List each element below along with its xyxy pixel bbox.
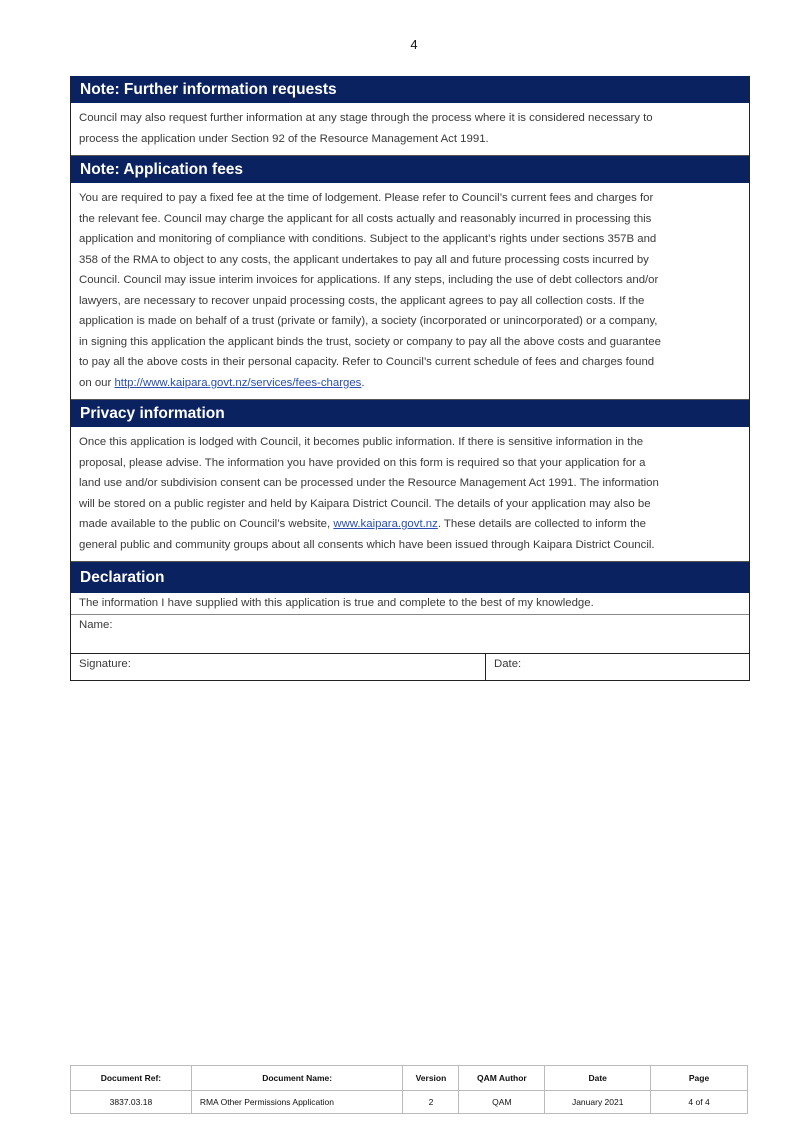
text-line: lawyers, are necessary to recover unpaid processing costs, the applicant agrees to pay all collection costs. If the [79,294,645,307]
date-label: Date: [494,658,522,670]
fees-text [71,183,749,400]
fees-link[interactable]: http://www.kaipara.govt.nz/services/fees-charges [114,376,362,389]
footer-header: Version [403,1066,459,1091]
footer-header: Document Ref: [71,1066,192,1091]
text-line: the relevant fee. Council may charge the applicant for all costs actually and reasonably incurred in processing this [79,212,652,225]
text-line: land use and/or subdivision consent can be processed under the Resource Management Act 1991. The information [79,477,659,489]
footer-header: QAM Author [459,1066,545,1091]
page-number: 4 [410,37,418,52]
name-field[interactable] [71,614,749,653]
text-line: will be stored on a public register and held by Kaipara District Council. The details of your application may also be [79,497,651,510]
date-field[interactable] [486,654,529,680]
declaration-text: The information I have supplied with this application is true and complete to the best of my knowledge. [79,597,594,609]
section-header-declaration: Declaration [71,562,749,593]
text-line: process the application under Section 92 of the Resource Management Act 1991. [79,132,489,145]
signature-label: Signature: [79,658,131,670]
section-header-fees: Note: Application fees [71,156,749,183]
name-label: Name: [79,619,113,631]
text-line: You are required to pay a fixed fee at the time of lodgement. Please refer to Council’s current fees and charges for [79,192,654,204]
text-line: application and monitoring of compliance with conditions. Subject to the applicant’s rights under sections 357B and [79,233,657,245]
footer-value: RMA Other Permissions Application [191,1091,403,1114]
footer-header: Date [545,1066,651,1091]
footer-header: Page [651,1066,748,1091]
footer-value: January 2021 [545,1091,651,1114]
text-line: to pay all the above costs in their personal capacity. Refer to Council’s current schedule of fees and charges found [79,356,655,368]
section-header-further-info: Note: Further information requests [71,76,749,103]
text-line: proposal, please advise. The information you have provided on this form is required so that your application for a [79,456,646,469]
document-footer-table [70,1065,748,1114]
website-link[interactable]: www.kaipara.govt.nz [333,518,438,530]
form-box [70,76,750,681]
text-segment: made available to the public on Council’s website, [79,518,334,530]
text-segment: . These details are collected to inform the [437,518,646,530]
footer-value: QAM [459,1091,545,1114]
text-line: general public and community groups about all consents which have been issued through Kaipara District Council. [79,538,655,551]
text-line: in signing this application the applicant binds the trust, society or company to pay all the above costs and guarantee [79,335,661,348]
footer-value: 4 of 4 [651,1091,748,1114]
signature-field[interactable] [71,654,486,680]
footer-header: Document Name: [191,1066,403,1091]
text-segment: . [361,376,365,389]
text-line: 358 of the RMA to object to any costs, the applicant undertakes to pay all and future processing costs incurred by [79,253,649,266]
section-header-privacy: Privacy information [71,400,749,427]
further-info-text [71,103,749,156]
footer-value: 3837.03.18 [71,1091,192,1114]
text-line: Once this application is lodged with Council, it becomes public information. If there is sensitive information in the [79,436,644,448]
text-line: application is made on behalf of a trust (private or family), a society (incorporated or unincorporated) or a company, [79,315,658,327]
text-line: Council. Council may issue interim invoices for applications. If any steps, including the use of debt collectors and/or [79,274,659,286]
text-line: Council may also request further information at any stage through the process where it is considered necessary to [79,112,653,124]
privacy-text [71,427,749,562]
text-segment: on our [79,376,115,389]
signature-row [71,653,749,680]
footer-value: 2 [403,1091,459,1114]
text-line [79,514,741,535]
text-line [79,373,741,394]
